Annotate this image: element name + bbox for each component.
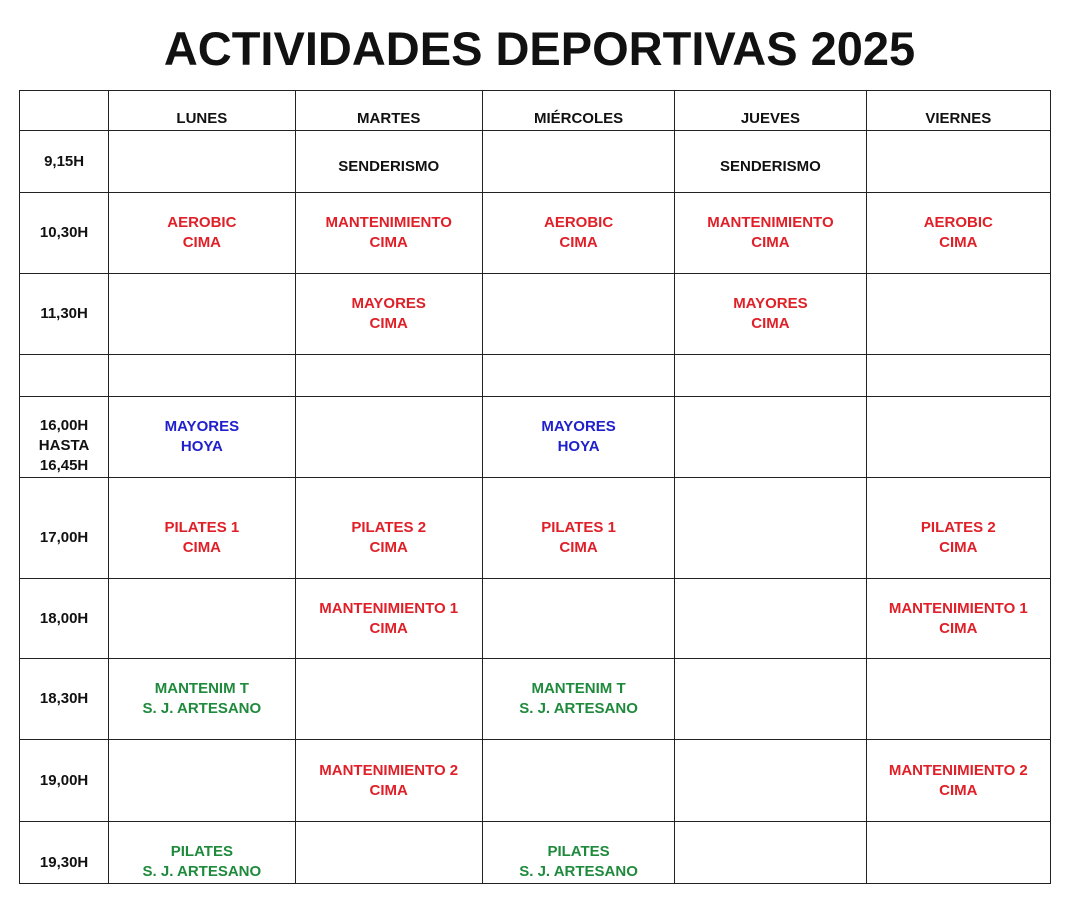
activity-cell bbox=[295, 274, 482, 355]
activity-name: PILATES 2 bbox=[920, 519, 996, 536]
activity-name: MAYORES bbox=[541, 418, 616, 435]
header-day-viernes: VIERNES bbox=[866, 91, 1050, 131]
time-label: 16,45H bbox=[39, 457, 89, 474]
activity-cell bbox=[295, 193, 482, 274]
page-title: ACTIVIDADES DEPORTIVAS 2025 bbox=[163, 22, 916, 75]
activity-cell bbox=[109, 740, 295, 822]
activity-cell bbox=[482, 740, 674, 822]
activity-location: CIMA bbox=[751, 315, 790, 332]
header-time-cell bbox=[20, 91, 109, 131]
activity-name: SENDERISMO bbox=[720, 157, 821, 175]
activity-name: PILATES 1 bbox=[541, 519, 616, 536]
activity-cell bbox=[109, 274, 295, 355]
activity-name: MANTENIMIENTO 2 bbox=[888, 761, 1028, 779]
activity-name: MANTENIMIENTO 2 bbox=[319, 761, 459, 779]
activity-cell bbox=[482, 822, 674, 884]
time-cell bbox=[20, 579, 109, 659]
activity-cell bbox=[109, 193, 295, 274]
activity-cell bbox=[109, 131, 295, 193]
table-row bbox=[20, 131, 1051, 193]
activity-cell bbox=[675, 397, 866, 478]
activity-location: CIMA bbox=[369, 315, 408, 332]
activity-cell bbox=[295, 478, 482, 579]
activity-location: HOYA bbox=[557, 438, 600, 455]
activity-cell bbox=[482, 659, 674, 740]
activity-location: CIMA bbox=[369, 234, 408, 251]
activity-location: CIMA bbox=[182, 234, 222, 251]
activity-name: MANTENIM T bbox=[154, 680, 249, 697]
activity-location: CIMA bbox=[939, 781, 978, 799]
activity-cell bbox=[675, 822, 866, 884]
activity-name: MAYORES bbox=[351, 295, 426, 312]
time-label: 19,30H bbox=[39, 853, 89, 871]
activity-location: S. J. ARTESANO bbox=[142, 862, 262, 880]
activity-cell bbox=[295, 131, 482, 193]
time-cell bbox=[20, 193, 109, 274]
header-day-lunes: LUNES bbox=[109, 91, 295, 131]
time-cell bbox=[20, 822, 109, 884]
activity-cell bbox=[866, 131, 1050, 193]
activity-name: AEROBIC bbox=[543, 214, 614, 231]
activity-cell bbox=[482, 355, 674, 397]
activity-name: MANTENIMIENTO bbox=[707, 214, 834, 231]
activity-name: MAYORES bbox=[164, 418, 240, 435]
activity-cell bbox=[295, 355, 482, 397]
activity-cell bbox=[866, 659, 1050, 740]
activity-cell bbox=[482, 131, 674, 193]
activity-cell bbox=[675, 740, 866, 822]
time-label: 17,00H bbox=[39, 529, 89, 546]
activity-name: MANTENIMIENTO 1 bbox=[888, 599, 1028, 617]
time-label: 19,00H bbox=[39, 771, 89, 789]
activity-cell bbox=[675, 478, 866, 579]
activity-location: HOYA bbox=[180, 438, 223, 455]
table-row-empty bbox=[20, 355, 1051, 397]
activity-cell bbox=[866, 740, 1050, 822]
activity-cell bbox=[109, 822, 295, 884]
activity-cell bbox=[866, 822, 1050, 884]
time-cell bbox=[20, 740, 109, 822]
activity-name: AEROBIC bbox=[167, 214, 237, 231]
time-label: 9,15H bbox=[44, 153, 85, 170]
activity-cell bbox=[675, 131, 866, 193]
activity-cell bbox=[866, 397, 1050, 478]
activity-name: AEROBIC bbox=[923, 214, 993, 231]
time-cell bbox=[20, 478, 109, 579]
activity-cell bbox=[482, 397, 674, 478]
activity-cell bbox=[675, 579, 866, 659]
time-cell bbox=[20, 355, 109, 397]
time-label: 10,30H bbox=[39, 224, 89, 241]
activity-cell bbox=[295, 579, 482, 659]
activity-cell bbox=[109, 659, 295, 740]
activity-location: CIMA bbox=[369, 539, 408, 556]
activity-cell bbox=[109, 579, 295, 659]
activity-cell bbox=[295, 659, 482, 740]
time-label: 18,00H bbox=[39, 609, 89, 627]
activity-location: CIMA bbox=[939, 234, 978, 251]
activity-cell bbox=[482, 193, 674, 274]
activity-cell bbox=[866, 355, 1050, 397]
table-row bbox=[20, 397, 1051, 478]
activity-name: SENDERISMO bbox=[338, 157, 440, 175]
activity-location: S. J. ARTESANO bbox=[519, 700, 638, 717]
header-day-jueves: JUEVES bbox=[675, 91, 866, 131]
header-day-miercoles: MIÉRCOLES bbox=[482, 91, 674, 131]
activity-name: PILATES 2 bbox=[351, 519, 427, 536]
activity-cell bbox=[482, 579, 674, 659]
activity-cell bbox=[482, 478, 674, 579]
table-row bbox=[20, 579, 1051, 659]
activity-cell bbox=[866, 478, 1050, 579]
activity-location: CIMA bbox=[559, 539, 598, 556]
activity-location: S. J. ARTESANO bbox=[142, 700, 262, 717]
activity-name: MANTENIMIENTO 1 bbox=[319, 599, 459, 617]
time-cell bbox=[20, 397, 109, 478]
activity-name: PILATES 1 bbox=[164, 519, 240, 536]
schedule-table bbox=[19, 90, 1051, 884]
table-row bbox=[20, 193, 1051, 274]
activity-cell bbox=[109, 478, 295, 579]
time-cell bbox=[20, 274, 109, 355]
activity-name: MANTENIM T bbox=[531, 680, 626, 697]
activity-location: CIMA bbox=[182, 539, 222, 556]
header-day-martes: MARTES bbox=[295, 91, 482, 131]
table-row bbox=[20, 274, 1051, 355]
activity-cell bbox=[866, 579, 1050, 659]
activity-name: MAYORES bbox=[733, 295, 808, 312]
activity-location: CIMA bbox=[939, 539, 978, 556]
activity-location: CIMA bbox=[369, 781, 408, 799]
table-row bbox=[20, 659, 1051, 740]
time-label: 18,30H bbox=[39, 690, 89, 707]
activity-cell bbox=[675, 355, 866, 397]
activity-cell bbox=[295, 822, 482, 884]
table-row bbox=[20, 740, 1051, 822]
time-label: 16,00H bbox=[39, 417, 89, 434]
activity-cell bbox=[866, 193, 1050, 274]
activity-cell bbox=[675, 193, 866, 274]
activity-cell bbox=[109, 355, 295, 397]
table-row bbox=[20, 822, 1051, 884]
activity-cell bbox=[482, 274, 674, 355]
activity-location: CIMA bbox=[751, 234, 790, 251]
time-label: HASTA bbox=[38, 437, 90, 454]
table-row bbox=[20, 478, 1051, 579]
activity-location: CIMA bbox=[369, 619, 408, 637]
activity-location: CIMA bbox=[939, 619, 978, 637]
activity-location: CIMA bbox=[559, 234, 598, 251]
time-cell bbox=[20, 659, 109, 740]
time-label: 11,30H bbox=[40, 305, 88, 322]
activity-name: MANTENIMIENTO bbox=[325, 214, 452, 231]
activity-cell bbox=[295, 397, 482, 478]
activity-cell bbox=[866, 274, 1050, 355]
header-row bbox=[20, 91, 1051, 131]
activity-name: PILATES bbox=[547, 842, 610, 860]
activity-location: S. J. ARTESANO bbox=[519, 862, 638, 880]
activity-cell bbox=[675, 659, 866, 740]
activity-cell bbox=[675, 274, 866, 355]
activity-name: PILATES bbox=[170, 842, 233, 860]
time-cell bbox=[20, 131, 109, 193]
activity-cell bbox=[109, 397, 295, 478]
activity-cell bbox=[295, 740, 482, 822]
